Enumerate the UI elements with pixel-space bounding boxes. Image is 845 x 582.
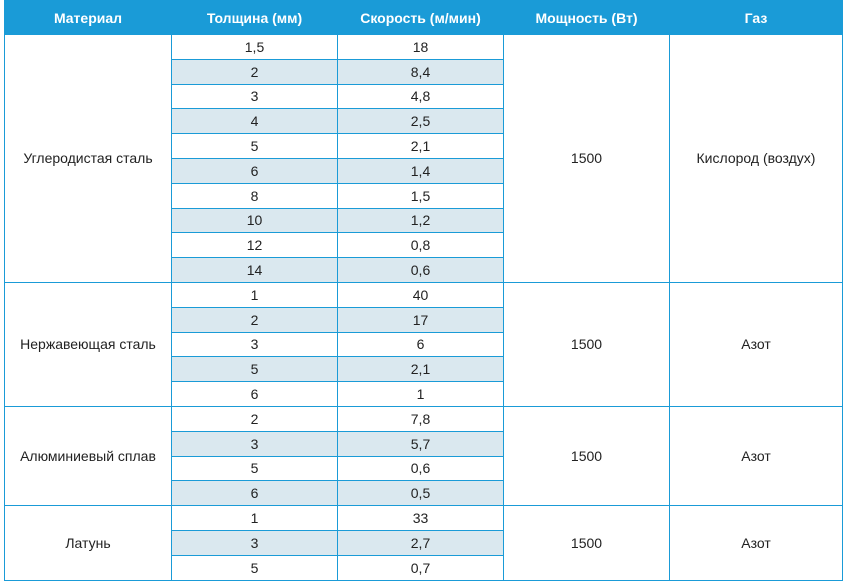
table-row <box>5 35 843 60</box>
speed-cell: 8,4 <box>338 59 504 84</box>
thickness-cell: 3 <box>172 84 338 109</box>
power-cell: 1500 <box>504 282 670 406</box>
thickness-cell: 6 <box>172 382 338 407</box>
table-body <box>5 35 843 581</box>
material-cell: Нержавеющая сталь <box>5 282 172 406</box>
material-cell: Латунь <box>5 506 172 580</box>
gas-cell: Азот <box>670 506 843 580</box>
thickness-cell: 4 <box>172 109 338 134</box>
speed-cell: 0,7 <box>338 555 504 580</box>
speed-cell: 0,6 <box>338 456 504 481</box>
thickness-cell: 3 <box>172 431 338 456</box>
table-row <box>5 406 843 431</box>
thickness-cell: 2 <box>172 406 338 431</box>
speed-cell: 40 <box>338 282 504 307</box>
header-material: Материал <box>5 1 172 35</box>
table-row <box>5 506 843 531</box>
thickness-cell: 2 <box>172 59 338 84</box>
table-row <box>5 282 843 307</box>
speed-cell: 0,8 <box>338 233 504 258</box>
gas-cell: Азот <box>670 282 843 406</box>
thickness-cell: 3 <box>172 530 338 555</box>
thickness-cell: 12 <box>172 233 338 258</box>
gas-cell: Кислород (воздух) <box>670 35 843 283</box>
header-gas: Газ <box>670 1 843 35</box>
header-thickness: Толщина (мм) <box>172 1 338 35</box>
gas-cell: Азот <box>670 406 843 505</box>
thickness-cell: 5 <box>172 456 338 481</box>
speed-cell: 6 <box>338 332 504 357</box>
thickness-cell: 3 <box>172 332 338 357</box>
speed-cell: 5,7 <box>338 431 504 456</box>
speed-cell: 1,5 <box>338 183 504 208</box>
table-header <box>5 1 843 35</box>
speed-cell: 0,6 <box>338 258 504 283</box>
speed-cell: 2,5 <box>338 109 504 134</box>
speed-cell: 2,1 <box>338 357 504 382</box>
power-cell: 1500 <box>504 506 670 580</box>
thickness-cell: 5 <box>172 555 338 580</box>
material-cell: Алюминиевый сплав <box>5 406 172 505</box>
thickness-cell: 10 <box>172 208 338 233</box>
thickness-cell: 1,5 <box>172 35 338 60</box>
speed-cell: 0,5 <box>338 481 504 506</box>
speed-cell: 1 <box>338 382 504 407</box>
cutting-params-table <box>4 0 843 581</box>
thickness-cell: 1 <box>172 506 338 531</box>
speed-cell: 2,7 <box>338 530 504 555</box>
thickness-cell: 14 <box>172 258 338 283</box>
thickness-cell: 8 <box>172 183 338 208</box>
thickness-cell: 5 <box>172 357 338 382</box>
power-cell: 1500 <box>504 406 670 505</box>
speed-cell: 18 <box>338 35 504 60</box>
header-power: Мощность (Вт) <box>504 1 670 35</box>
header-speed: Скорость (м/мин) <box>338 1 504 35</box>
material-cell: Углеродистая сталь <box>5 35 172 283</box>
speed-cell: 4,8 <box>338 84 504 109</box>
speed-cell: 1,2 <box>338 208 504 233</box>
thickness-cell: 1 <box>172 282 338 307</box>
thickness-cell: 6 <box>172 158 338 183</box>
speed-cell: 33 <box>338 506 504 531</box>
speed-cell: 1,4 <box>338 158 504 183</box>
speed-cell: 7,8 <box>338 406 504 431</box>
speed-cell: 17 <box>338 307 504 332</box>
power-cell: 1500 <box>504 35 670 283</box>
thickness-cell: 6 <box>172 481 338 506</box>
speed-cell: 2,1 <box>338 134 504 159</box>
header-row <box>5 1 843 35</box>
thickness-cell: 5 <box>172 134 338 159</box>
thickness-cell: 2 <box>172 307 338 332</box>
